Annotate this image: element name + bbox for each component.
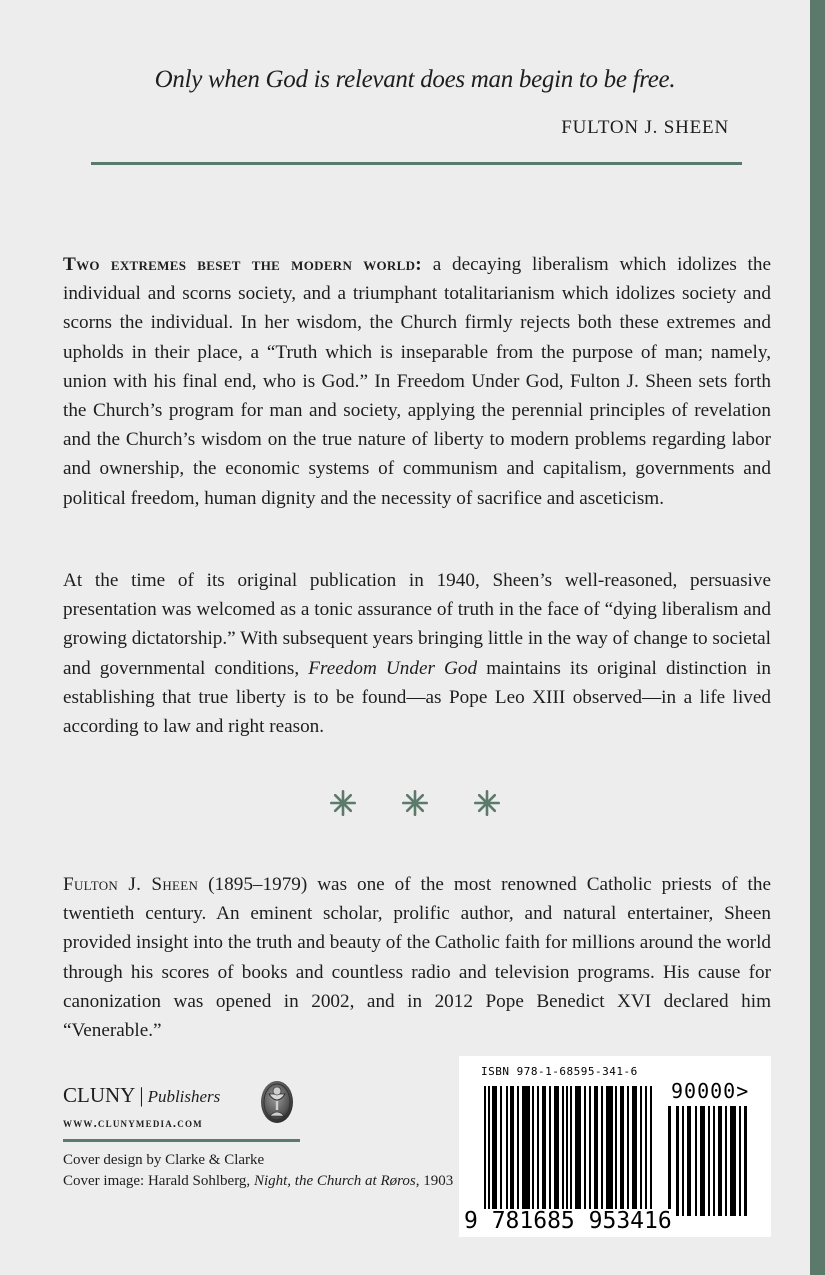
divider-top [91, 162, 742, 165]
book-title: Freedom Under God [308, 657, 478, 679]
isbn-barcode [459, 1056, 771, 1237]
description-body: a decaying liberalism which idolizes the individual and scorns society, and a triumphant totalitarianism which idolizes society and scorns the individual. In her wisdom, the Church firmly rejects both these extremes and upholds in their place, a “Truth which is inseparable from the purpose of man; namely, union with his final end, who is God.” In Freedom Under God, Fulton J. Sheen sets forth the Church’s program for man and society, applying the perennial principles of revelation and the Church’s wisdom on the true nature of liberty to modern problems regarding labor and ownership, the economic systems of communism and capitalism, governments and political freedom, human dignity and the necessity of sacrifice and asceticism. [63, 254, 772, 509]
description-lead: Two extremes beset the modern world: [63, 254, 422, 275]
cover-image-title: Night, the Church at Røros [253, 1173, 416, 1189]
cover-image-prefix: Cover image: Harald Sohlberg, [63, 1173, 254, 1189]
publisher-wordmark: CLUNY [63, 1083, 136, 1107]
description-paragraph-2 [63, 566, 771, 741]
star-icon [402, 790, 428, 816]
cover-image-year: , 1903 [415, 1173, 454, 1189]
description-p2-text: At the time of its original publication in 1940, Sheen’s well-reasoned, persuasive presentation was welcomed as a tonic assurance of truth in the face of “dying liberalism and growing dictatorship.” With subsequent years bringing little in the way of change to societal and governmental conditions, [63, 570, 771, 679]
price-code: 90000> [671, 1079, 750, 1103]
cover-design-credit: Cover design by Clarke & Clarke [63, 1152, 265, 1168]
chalice-seal-icon [260, 1080, 294, 1124]
ean13-bars [484, 1086, 654, 1219]
divider-bottom [63, 1139, 300, 1142]
publisher-name [63, 1083, 220, 1108]
author-bio-text: (1895–1979) was one of the most renowned Catholic priests of the twentieth century. An eminent scholar, prolific author, and natural entertainer, Sheen provided insight into the truth and beauty of the Catholic faith for millions around the world through his scores of books and countless radio and television programs. His cause for canonization was opened in 2002, and in 2012 Pope Benedict XVI declared him “Venerable.” [63, 874, 771, 1042]
publisher-url: www.clunymedia.com [63, 1116, 203, 1130]
spine-edge-stripe [810, 0, 825, 1275]
author-bio [63, 870, 771, 1045]
isbn-label: ISBN 978-1-68595-341-6 [481, 1065, 638, 1078]
description-paragraph-1 [63, 250, 771, 513]
cover-credits [63, 1150, 453, 1192]
addon-bars [668, 1106, 753, 1216]
star-icon [474, 790, 500, 816]
author-name: Fulton J. Sheen [63, 874, 199, 895]
publisher-suffix: Publishers [147, 1087, 221, 1106]
publisher-separator: | [139, 1083, 144, 1107]
ean-digits: 9 781685 953416 [464, 1208, 672, 1234]
cover-image-credit [63, 1171, 453, 1192]
epigraph-quote: Only when God is relevant does man begin to be free. [154, 66, 676, 93]
epigraph-attribution: FULTON J. SHEEN [561, 117, 729, 138]
star-icon [330, 790, 356, 816]
ornament-divider [330, 790, 500, 816]
description-p2-text-end: maintains its original distinction in establishing that true liberty is to be found—as Pope Leo XIII observed—in a life lived according to law and right reason. [63, 657, 771, 738]
